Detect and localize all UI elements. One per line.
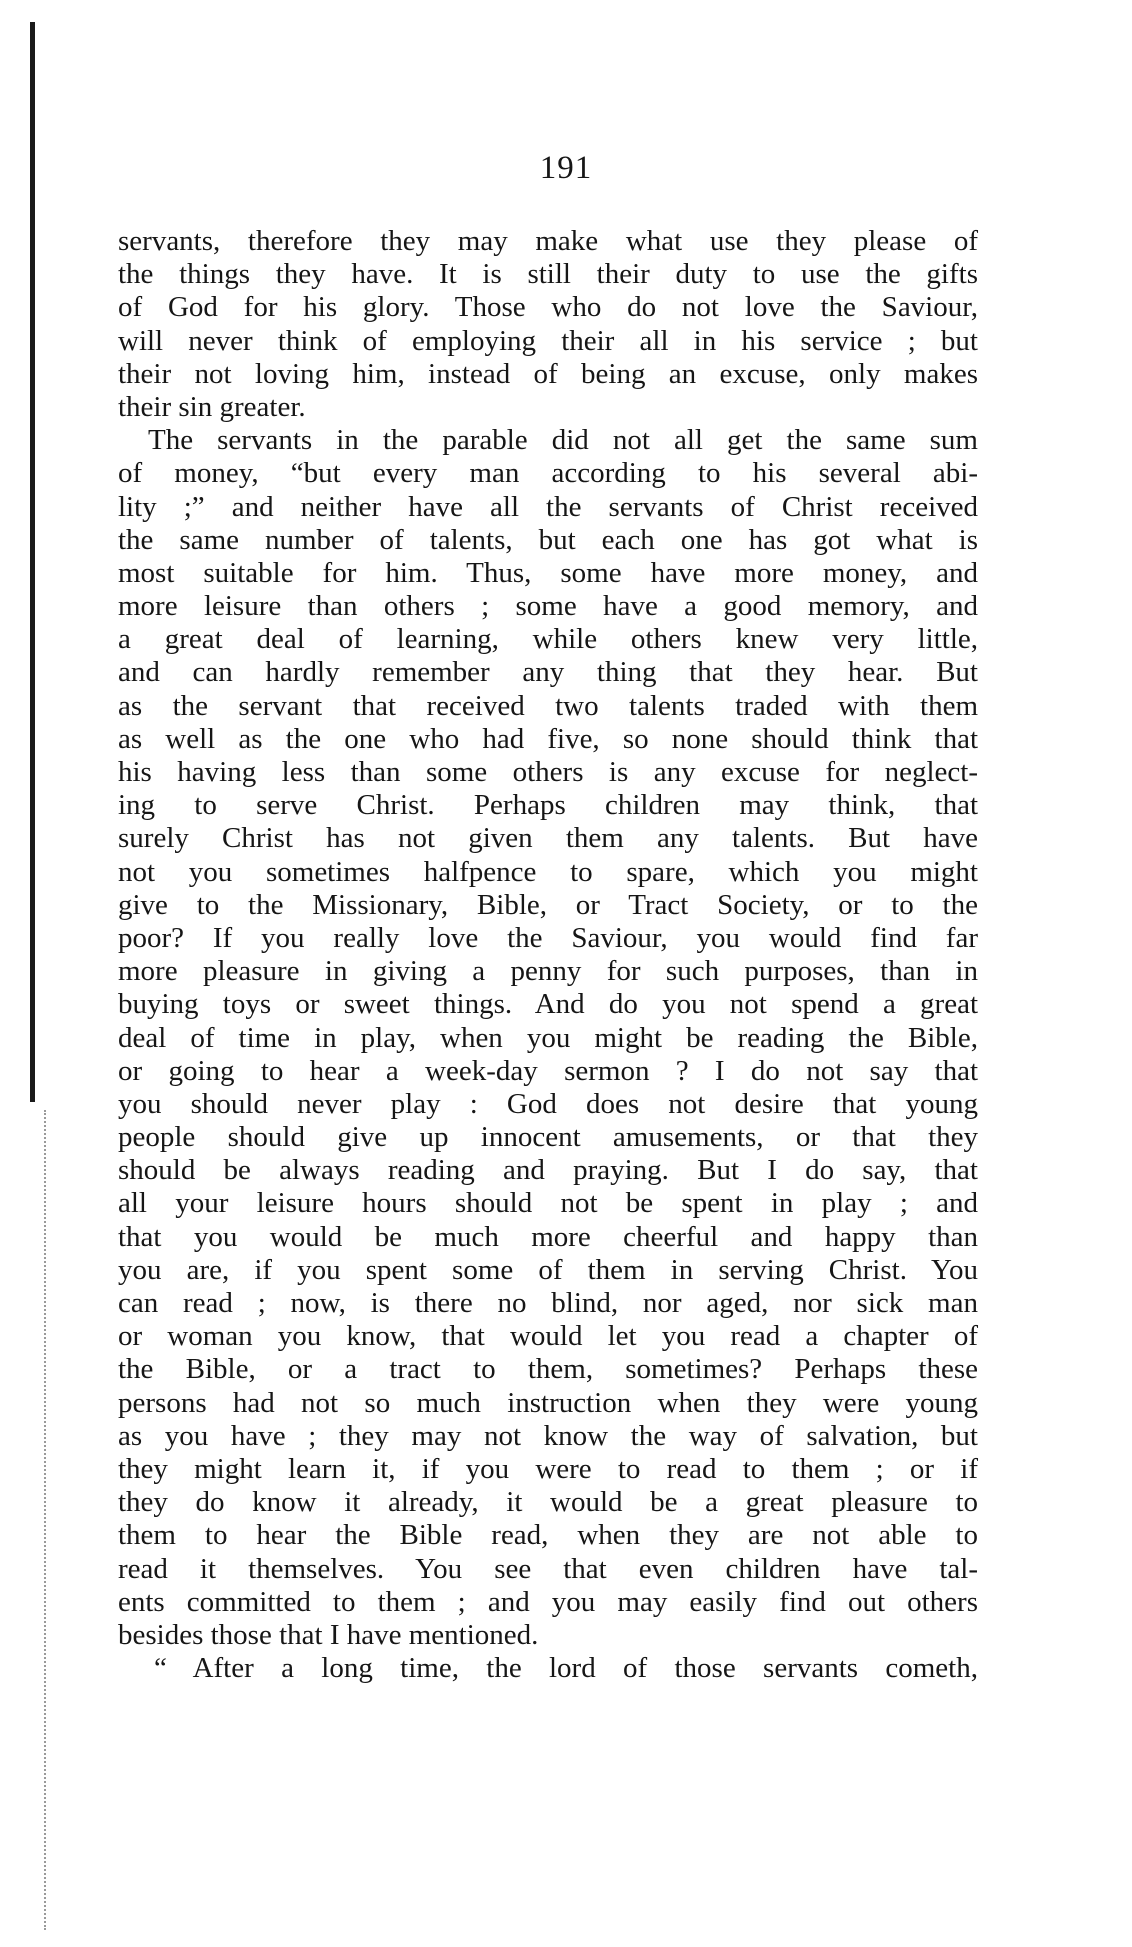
- text-line: persons had not so much instruction when they were young: [118, 1386, 978, 1419]
- text-line: or going to hear a week-day sermon ? I do not say that: [118, 1054, 978, 1087]
- text-line: the things they have. It is still their duty to use the gifts: [118, 258, 978, 291]
- text-line: read it themselves. You see that even children have tal-: [118, 1552, 978, 1585]
- text-line: can read ; now, is there no blind, nor aged, nor sick man: [118, 1287, 978, 1319]
- text-line: as well as the one who had five, so none should think that: [118, 722, 978, 755]
- text-line: more leisure than others ; some have a good memory, and: [118, 590, 978, 623]
- text-line: “ After a long time, the lord of those servants cometh,: [154, 1652, 978, 1685]
- text-line: ents committed to them ; and you may easily find out others: [118, 1585, 978, 1618]
- text-line: should be always reading and praying. But I do say, that: [118, 1154, 978, 1187]
- text-line: people should give up innocent amusements, or that they: [118, 1121, 978, 1154]
- text-line: them to hear the Bible read, when they are not able to: [118, 1519, 978, 1552]
- text-line: their sin greater.: [118, 390, 306, 423]
- text-line: buying toys or sweet things. And do you not spend a great: [118, 988, 978, 1021]
- text-line: that you would be much more cheerful and happy than: [118, 1220, 978, 1253]
- text-line: they do know it already, it would be a great pleasure to: [118, 1486, 978, 1519]
- text-line: as you have ; they may not know the way of salvation, but: [118, 1419, 978, 1452]
- text-line: the same number of talents, but each one has got what is: [118, 523, 978, 556]
- text-line: the Bible, or a tract to them, sometimes? Perhaps these: [118, 1353, 978, 1386]
- text-line: The servants in the parable did not all get the same sum: [148, 424, 978, 457]
- text-line: most suitable for him. Thus, some have more money, and: [118, 556, 978, 589]
- text-line: give to the Missionary, Bible, or Tract Society, or to the: [118, 888, 978, 921]
- text-line: his having less than some others is any excuse for neglect-: [118, 756, 978, 788]
- text-line: you are, if you spent some of them in serving Christ. You: [118, 1253, 978, 1286]
- text-line: more pleasure in giving a penny for such purposes, than in: [118, 955, 978, 988]
- text-line: as the servant that received two talents traded with them: [118, 689, 978, 722]
- text-line: and can hardly remember any thing that they hear. But: [118, 656, 978, 689]
- text-line: or woman you know, that would let you read a chapter of: [118, 1320, 978, 1353]
- text-line: deal of time in play, when you might be reading the Bible,: [118, 1021, 978, 1054]
- text-line: of God for his glory. Those who do not love the Saviour,: [118, 291, 978, 324]
- text-line: all your leisure hours should not be spent in play ; and: [118, 1187, 978, 1220]
- text-line: will never think of employing their all in his service ; but: [118, 324, 978, 357]
- text-line: of money, “but every man according to his several abi-: [118, 457, 978, 490]
- text-line: their not loving him, instead of being an excuse, only makes: [118, 357, 978, 390]
- text-line: ing to serve Christ. Perhaps children may think, that: [118, 789, 978, 822]
- text-line: not you sometimes halfpence to spare, which you might: [118, 855, 978, 888]
- binding-edge-lower: [44, 1110, 46, 1930]
- text-line: a great deal of learning, while others knew very little,: [118, 623, 978, 656]
- body-text: [118, 225, 978, 1685]
- text-line: surely Christ has not given them any talents. But have: [118, 822, 978, 855]
- text-line: you should never play : God does not desire that young: [118, 1087, 978, 1120]
- page-number: 191: [539, 150, 593, 186]
- text-line: besides those that I have mentioned.: [118, 1618, 539, 1651]
- text-line: poor? If you really love the Saviour, you would find far: [118, 921, 978, 954]
- text-line: lity ;” and neither have all the servants of Christ received: [118, 490, 978, 523]
- text-line: they might learn it, if you were to read to them ; or if: [118, 1452, 978, 1485]
- text-line: servants, therefore they may make what use they please of: [118, 225, 978, 257]
